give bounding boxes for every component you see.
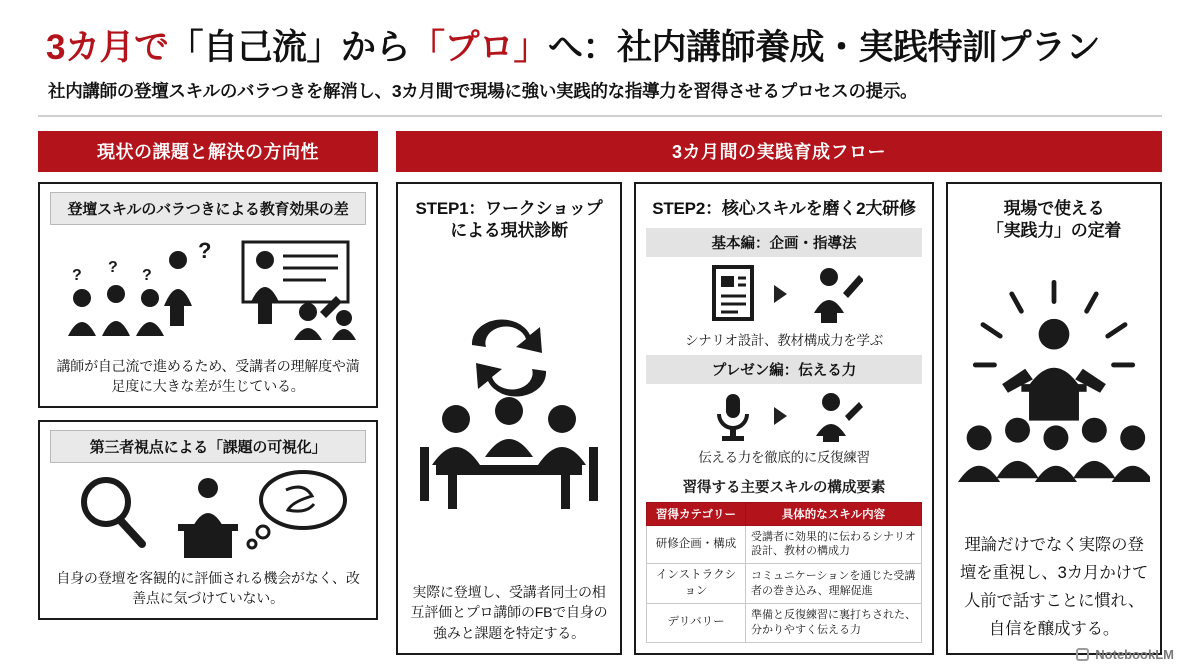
card-step2-sub2-caption: 伝える力を徹底的に反復練習: [698, 449, 870, 465]
skills-row3-category: デリバリー: [647, 604, 746, 643]
speaker-presenting-icon: [801, 390, 863, 442]
card-step1-caption: 実際に登壇し、受講者同士の相互評価とプロ講師のFBで自身の強みと課題を特定する。: [410, 584, 608, 641]
illustration-classroom: [50, 225, 366, 355]
skills-table-header-detail: 具体的なスキル内容: [746, 502, 922, 525]
skills-row1-detail: 受講者に効果的に伝わるシナリオ設計、教材の構成力: [746, 525, 922, 564]
card-step2: [634, 182, 934, 655]
band-training-flow: 3カ月間の実践育成フロー: [396, 131, 1162, 172]
illustration-magnifier-speaker: [50, 463, 366, 567]
card-step2-heading: STEP2：核心スキルを磨く2大研修: [652, 199, 916, 219]
card-outcome-caption: 理論だけでなく実際の登壇を重視し、3カ月かけて人前で話すことに慣れ、自信を醸成する。: [959, 535, 1149, 638]
title-segment-1: 3カ月で: [46, 28, 169, 67]
skills-table-header-category: 習得カテゴリー: [647, 502, 746, 525]
arrow-right-icon-2: [774, 407, 787, 425]
skills-row2-detail: コミュニケーションを通じた受講者の巻き込み、理解促進: [746, 564, 922, 604]
instructor-icon: [801, 263, 863, 325]
card-visualization-caption: 自身の登壇を客観的に評価される機会がなく、改善点に気づけていない。: [56, 569, 360, 606]
skills-row3-detail: 準備と反復練習に裏打ちされた、分かりやすく伝える力: [746, 604, 922, 643]
table-row: [647, 525, 922, 564]
svg-text:?: ?: [142, 267, 152, 285]
flow-columns: [396, 182, 1162, 655]
microphone-icon: [706, 390, 760, 442]
svg-text:?: ?: [72, 267, 82, 285]
illustration-confident-speaker: [958, 243, 1150, 531]
card-outcome: [946, 182, 1162, 655]
card-visualization: [38, 420, 378, 620]
page-title: [46, 28, 1170, 68]
title-segment-3: から: [340, 28, 410, 67]
skills-row1-category: 研修企画・構成: [647, 525, 746, 564]
document-icon: [706, 263, 760, 325]
skills-table-title: 習得する主要スキルの構成要素: [682, 479, 886, 496]
illustration-presentation-course: [706, 390, 863, 442]
table-row: [647, 564, 922, 604]
notebook-icon: [1076, 648, 1089, 661]
illustration-workshop-table: [408, 243, 610, 582]
card-skill-variance-heading: 登壇スキルのバラつきによる教育効果の差: [50, 192, 366, 225]
arrow-right-icon: [774, 285, 787, 303]
card-skill-variance: [38, 182, 378, 408]
card-outcome-heading-line1: 現場で使える: [1003, 199, 1105, 219]
card-step2-sub2-heading: プレゼン編：伝える力: [646, 355, 922, 384]
card-visualization-heading: 第三者視点による「課題の可視化」: [50, 430, 366, 463]
title-segment-5: へ：社内講師養成・実践特訓プラン: [548, 28, 1101, 67]
skills-row2-category: インストラクション: [647, 564, 746, 604]
table-row: [647, 604, 922, 643]
footer-branding: [1076, 647, 1174, 662]
svg-text:?: ?: [198, 238, 212, 264]
footer-label: NotebookLM: [1095, 647, 1174, 662]
section-band-row: [38, 131, 1162, 172]
card-skill-variance-caption: 講師が自己流で進めるため、受講者の理解度や満足度に大きな差が生じている。: [56, 357, 360, 394]
card-step1-heading: STEP1：ワークショップによる現状診断: [415, 199, 603, 240]
title-segment-2: 「自己流」: [168, 28, 341, 67]
skills-table: [646, 502, 922, 643]
svg-text:?: ?: [108, 259, 118, 277]
title-segment-4: 「プロ」: [410, 28, 549, 67]
card-outcome-heading-line2: 「実践力」の定着: [986, 220, 1122, 240]
page-subtitle: 社内講師の登壇スキルのバラつきを解消し、3カ月間で現場に強い実践的な指導力を習得させるプロセスの提示。: [48, 81, 918, 102]
band-current-issues: 現状の課題と解決の方向性: [38, 131, 378, 172]
card-step1: [396, 182, 622, 655]
skills-table-header-row: [647, 502, 922, 525]
header-divider: [38, 115, 1162, 117]
illustration-basic-course: [706, 263, 863, 325]
card-outcome-heading: [958, 192, 1150, 243]
left-column: [38, 182, 378, 655]
card-step2-sub1-caption: シナリオ設計、教材構成力を学ぶ: [685, 332, 883, 348]
content-columns: [38, 182, 1162, 655]
card-step2-sub1-heading: 基本編：企画・指導法: [646, 228, 922, 257]
